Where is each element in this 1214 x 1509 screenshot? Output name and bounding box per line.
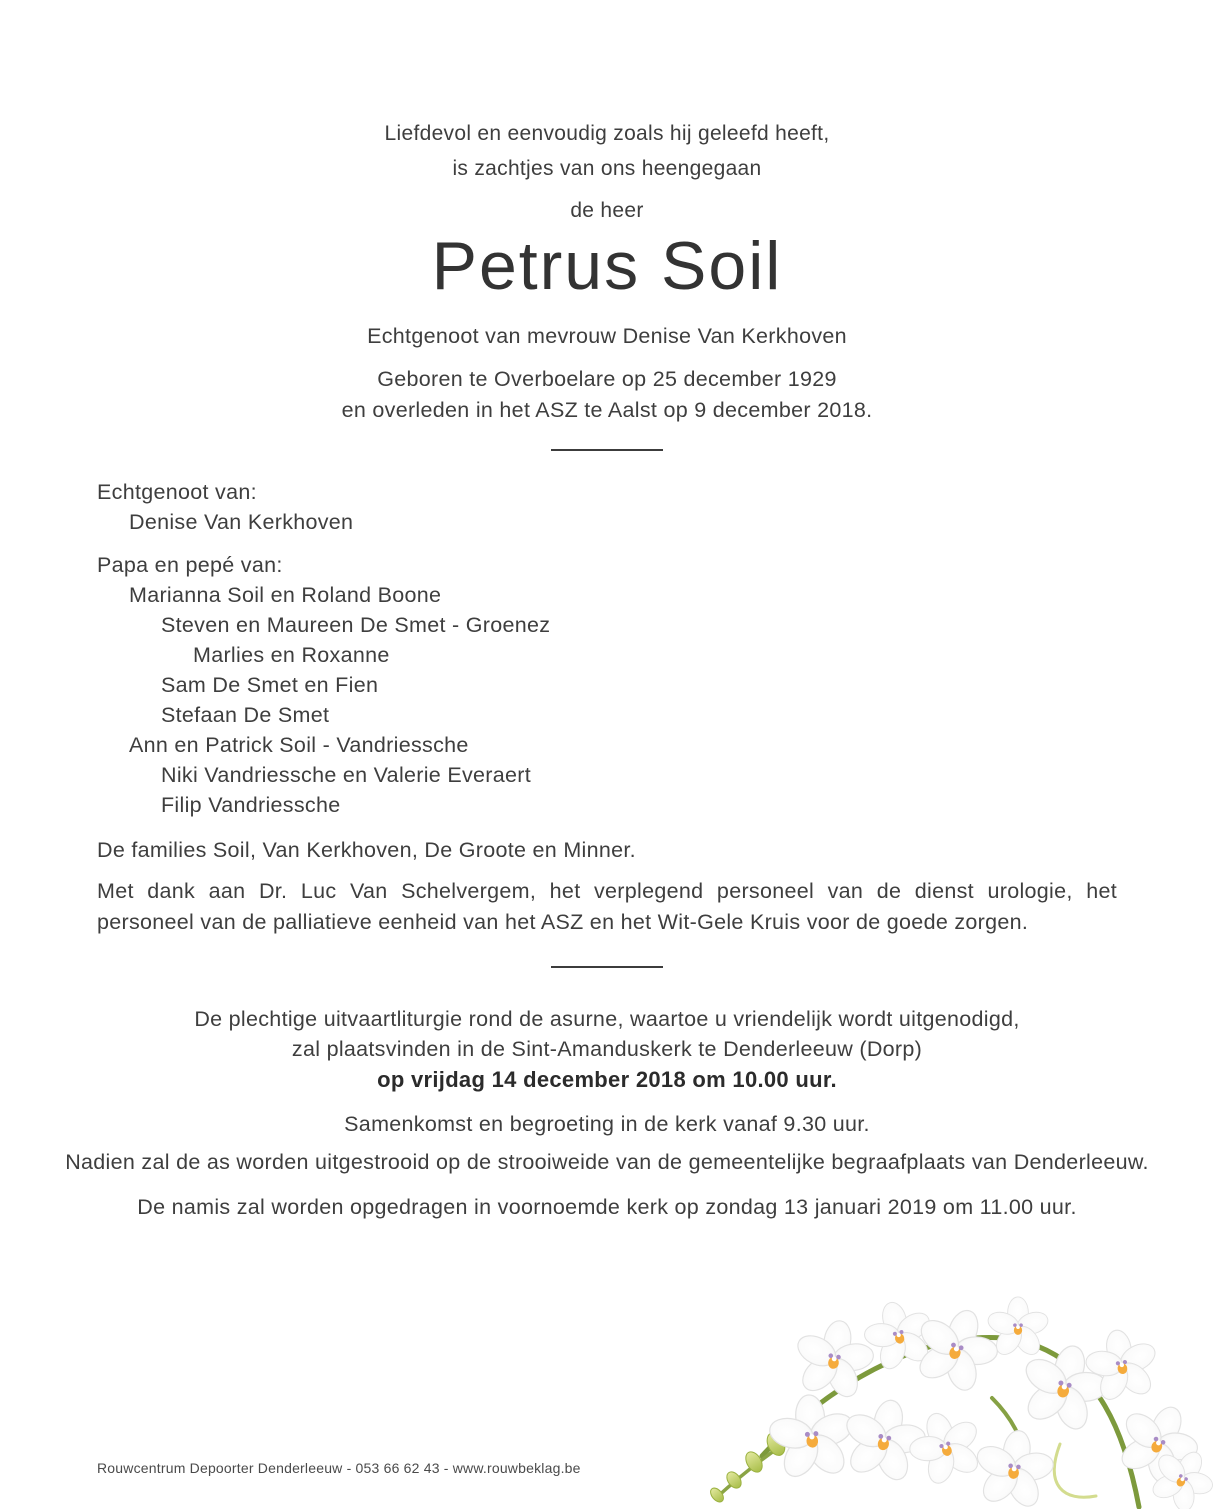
family-member: Sam De Smet en Fien <box>161 673 379 697</box>
ceremony-date-line: op vrijdag 14 december 2018 om 10.00 uur. <box>377 1067 837 1092</box>
spouse-line: Echtgenoot van mevrouw Denise Van Kerkhoven <box>367 324 847 348</box>
birth-death-lines <box>0 364 1214 426</box>
family-member: Niki Vandriessche en Valerie Everaert <box>161 763 531 787</box>
intro-line-1: Liefdevol en eenvoudig zoals hij geleefd heeft, <box>384 122 830 145</box>
family-block <box>97 477 1117 938</box>
family-member: Filip Vandriessche <box>161 793 341 817</box>
spouse-heading: Echtgenoot van: <box>97 480 257 504</box>
died-line: en overleden in het ASZ te Aalst op 9 december 2018. <box>341 398 873 422</box>
family-member: Stefaan De Smet <box>161 703 330 727</box>
ashes-line: Nadien zal de as worden uitgestrooid op de strooiweide van de gemeentelijke begraafplaats van Denderleeuw. <box>65 1150 1149 1174</box>
ceremony-invitation-line-2: zal plaatsvinden in de Sint-Amanduskerk te Denderleeuw (Dorp) <box>291 1037 923 1061</box>
gathering-line: Samenkomst en begroeting in de kerk vanaf 9.30 uur. <box>344 1112 870 1136</box>
family-member: Ann en Patrick Soil - Vandriessche <box>129 733 469 757</box>
family-member: Marianna Soil en Roland Boone <box>129 583 442 607</box>
salutation: de heer <box>570 199 644 222</box>
ceremony-block <box>0 1004 1214 1222</box>
intro-verse <box>0 116 1214 186</box>
mass-line: De namis zal worden opgedragen in voornoemde kerk op zondag 13 januari 2019 om 11.00 uur. <box>137 1195 1077 1219</box>
spouse-name: Denise Van Kerkhoven <box>129 510 354 534</box>
family-member: Marlies en Roxanne <box>193 643 390 667</box>
divider-top <box>551 449 663 451</box>
funeral-home-footer: Rouwcentrum Depoorter Denderleeuw - 053 66 62 43 - www.rouwbeklag.be <box>97 1460 581 1476</box>
intro-line-2: is zachtjes van ons heengegaan <box>452 157 762 180</box>
family-member: Steven en Maureen De Smet - Groenez <box>161 613 551 637</box>
ceremony-invitation-line-1: De plechtige uitvaartliturgie rond de asurne, waartoe u vriendelijk wordt uitgenodigd, <box>194 1007 1020 1031</box>
white-orchid-image <box>692 1248 1214 1509</box>
divider-bottom <box>551 966 663 968</box>
children-heading: Papa en pepé van: <box>97 553 283 577</box>
thanks-paragraph: Met dank aan Dr. Luc Van Schelvergem, het verplegend personeel van de dienst urologie, het personeel van de palliatieve eenheid van het ASZ en het Wit-Gele Kruis voor de goede zorgen. <box>97 879 1117 934</box>
born-line: Geboren te Overboelare op 25 december 1929 <box>377 367 837 391</box>
deceased-name: Petrus Soil <box>431 228 783 304</box>
families-line: De families Soil, Van Kerkhoven, De Groote en Minner. <box>97 838 636 862</box>
